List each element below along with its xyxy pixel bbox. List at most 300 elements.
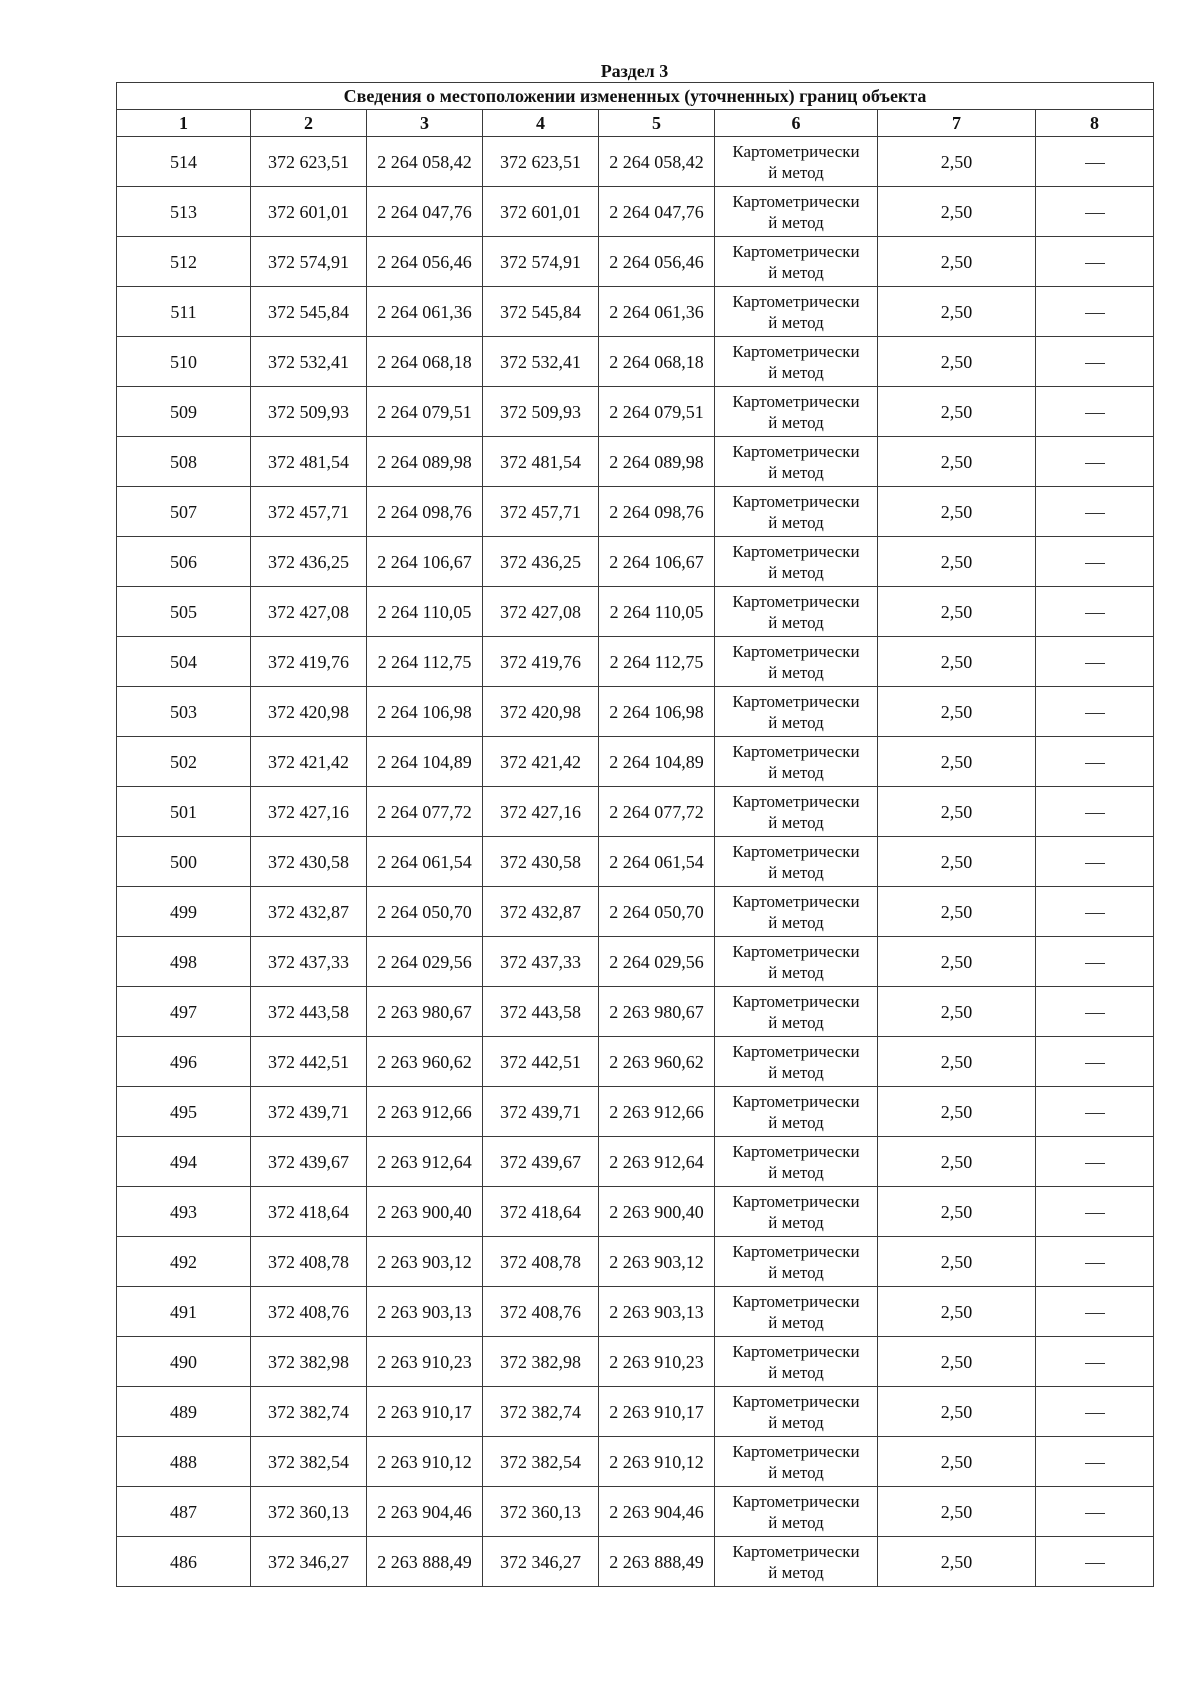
y-existing-cell: 2 264 050,70 [367,887,483,937]
y-new-cell: 2 264 104,89 [599,737,715,787]
column-number-2: 2 [251,110,367,137]
method-line-2: й метод [768,662,824,682]
y-new-cell: 2 264 106,98 [599,687,715,737]
method-line-1: Картометрически [732,491,860,511]
method-cell [715,1387,878,1437]
table-row [117,1087,1154,1137]
precision-cell: 2,50 [878,987,1036,1037]
y-new-cell: 2 264 098,76 [599,487,715,537]
method-cell [715,987,878,1037]
description-cell [1036,1137,1154,1187]
x-new-cell: 372 532,41 [483,337,599,387]
dash-mark [1085,1513,1105,1514]
x-existing-cell: 372 382,98 [251,1337,367,1387]
x-new-cell: 372 360,13 [483,1487,599,1537]
method-line-1: Картометрически [732,1541,860,1561]
method-cell [715,687,878,737]
table-row [117,237,1154,287]
x-new-cell: 372 436,25 [483,537,599,587]
description-cell [1036,1487,1154,1537]
y-existing-cell: 2 264 104,89 [367,737,483,787]
y-existing-cell: 2 264 112,75 [367,637,483,687]
dash-mark [1085,1213,1105,1214]
description-cell [1036,1387,1154,1437]
dash-mark [1085,1113,1105,1114]
table-body [117,137,1154,1587]
y-existing-cell: 2 263 903,13 [367,1287,483,1337]
table-row [117,337,1154,387]
description-cell [1036,387,1154,437]
method-cell [715,437,878,487]
method-line-2: й метод [768,1312,824,1332]
x-existing-cell: 372 574,91 [251,237,367,287]
method-line-2: й метод [768,562,824,582]
method-line-1: Картометрически [732,191,860,211]
y-new-cell: 2 263 910,17 [599,1387,715,1437]
dash-mark [1085,513,1105,514]
method-line-1: Картометрически [732,241,860,261]
method-line-1: Картометрически [732,1091,860,1111]
table-row [117,637,1154,687]
precision-cell: 2,50 [878,537,1036,587]
method-line-2: й метод [768,1112,824,1132]
description-cell [1036,1087,1154,1137]
method-cell [715,1487,878,1537]
table-row [117,1487,1154,1537]
x-new-cell: 372 420,98 [483,687,599,737]
x-new-cell: 372 545,84 [483,287,599,337]
table-caption: Сведения о местоположении измененных (уточненных) границ объекта [117,83,1154,110]
y-existing-cell: 2 264 061,36 [367,287,483,337]
dash-mark [1085,1163,1105,1164]
x-new-cell: 372 439,67 [483,1137,599,1187]
x-new-cell: 372 427,08 [483,587,599,637]
y-existing-cell: 2 263 903,12 [367,1237,483,1287]
table-row [117,1287,1154,1337]
method-cell [715,487,878,537]
precision-cell: 2,50 [878,1187,1036,1237]
description-cell [1036,887,1154,937]
table-row [117,1237,1154,1287]
point-number-cell: 496 [117,1037,251,1087]
x-new-cell: 372 457,71 [483,487,599,537]
precision-cell: 2,50 [878,687,1036,737]
description-cell [1036,1537,1154,1587]
y-existing-cell: 2 263 904,46 [367,1487,483,1537]
y-existing-cell: 2 263 960,62 [367,1037,483,1087]
column-number-row [117,110,1154,137]
point-number-cell: 488 [117,1437,251,1487]
description-cell [1036,537,1154,587]
y-existing-cell: 2 263 910,12 [367,1437,483,1487]
x-existing-cell: 372 420,98 [251,687,367,737]
method-line-1: Картометрически [732,291,860,311]
y-new-cell: 2 264 077,72 [599,787,715,837]
x-existing-cell: 372 436,25 [251,537,367,587]
y-existing-cell: 2 264 047,76 [367,187,483,237]
precision-cell: 2,50 [878,1287,1036,1337]
precision-cell: 2,50 [878,237,1036,287]
precision-cell: 2,50 [878,1437,1036,1487]
x-existing-cell: 372 532,41 [251,337,367,387]
method-cell [715,287,878,337]
x-new-cell: 372 382,74 [483,1387,599,1437]
method-line-2: й метод [768,1162,824,1182]
method-cell [715,1037,878,1087]
method-line-1: Картометрически [732,1291,860,1311]
point-number-cell: 490 [117,1337,251,1387]
method-line-1: Картометрически [732,741,860,761]
method-line-1: Картометрически [732,1391,860,1411]
description-cell [1036,187,1154,237]
y-new-cell: 2 264 089,98 [599,437,715,487]
x-existing-cell: 372 601,01 [251,187,367,237]
dash-mark [1085,1413,1105,1414]
x-new-cell: 372 443,58 [483,987,599,1037]
point-number-cell: 487 [117,1487,251,1537]
method-line-1: Картометрически [732,641,860,661]
method-cell [715,237,878,287]
point-number-cell: 497 [117,987,251,1037]
y-new-cell: 2 263 900,40 [599,1187,715,1237]
description-cell [1036,837,1154,887]
y-existing-cell: 2 263 912,66 [367,1087,483,1137]
method-line-2: й метод [768,512,824,532]
method-line-2: й метод [768,1362,824,1382]
description-cell [1036,487,1154,537]
y-new-cell: 2 263 910,12 [599,1437,715,1487]
point-number-cell: 514 [117,137,251,187]
boundary-table [116,82,1154,1587]
precision-cell: 2,50 [878,137,1036,187]
description-cell [1036,737,1154,787]
method-line-1: Картометрически [732,991,860,1011]
table-row [117,137,1154,187]
precision-cell: 2,50 [878,887,1036,937]
dash-mark [1085,713,1105,714]
dash-mark [1085,1013,1105,1014]
x-existing-cell: 372 509,93 [251,387,367,437]
point-number-cell: 506 [117,537,251,587]
method-line-1: Картометрически [732,1191,860,1211]
description-cell [1036,337,1154,387]
y-existing-cell: 2 264 077,72 [367,787,483,837]
x-existing-cell: 372 421,42 [251,737,367,787]
x-existing-cell: 372 418,64 [251,1187,367,1237]
method-line-1: Картометрически [732,541,860,561]
method-line-1: Картометрически [732,691,860,711]
x-new-cell: 372 481,54 [483,437,599,487]
method-cell [715,587,878,637]
y-new-cell: 2 264 056,46 [599,237,715,287]
x-new-cell: 372 437,33 [483,937,599,987]
table-row [117,837,1154,887]
method-line-2: й метод [768,212,824,232]
precision-cell: 2,50 [878,1387,1036,1437]
y-existing-cell: 2 263 900,40 [367,1187,483,1237]
y-existing-cell: 2 264 068,18 [367,337,483,387]
table-row [117,587,1154,637]
y-existing-cell: 2 263 910,23 [367,1337,483,1387]
dash-mark [1085,1563,1105,1564]
method-cell [715,787,878,837]
x-new-cell: 372 418,64 [483,1187,599,1237]
table-row [117,1337,1154,1387]
description-cell [1036,1187,1154,1237]
description-cell [1036,987,1154,1037]
description-cell [1036,937,1154,987]
method-line-1: Картометрически [732,441,860,461]
y-new-cell: 2 264 112,75 [599,637,715,687]
point-number-cell: 511 [117,287,251,337]
y-existing-cell: 2 263 912,64 [367,1137,483,1187]
method-line-2: й метод [768,1012,824,1032]
description-cell [1036,437,1154,487]
description-cell [1036,1287,1154,1337]
y-new-cell: 2 264 061,36 [599,287,715,337]
table-row [117,1137,1154,1187]
y-existing-cell: 2 263 910,17 [367,1387,483,1437]
point-number-cell: 495 [117,1087,251,1137]
description-cell [1036,787,1154,837]
x-existing-cell: 372 481,54 [251,437,367,487]
method-line-2: й метод [768,412,824,432]
precision-cell: 2,50 [878,387,1036,437]
method-line-1: Картометрически [732,941,860,961]
x-existing-cell: 372 408,78 [251,1237,367,1287]
y-existing-cell: 2 263 980,67 [367,987,483,1037]
method-cell [715,1437,878,1487]
x-new-cell: 372 419,76 [483,637,599,687]
y-new-cell: 2 264 029,56 [599,937,715,987]
method-line-2: й метод [768,612,824,632]
point-number-cell: 508 [117,437,251,487]
y-existing-cell: 2 264 110,05 [367,587,483,637]
point-number-cell: 500 [117,837,251,887]
precision-cell: 2,50 [878,487,1036,537]
description-cell [1036,1037,1154,1087]
dash-mark [1085,1463,1105,1464]
table-row [117,1437,1154,1487]
method-line-2: й метод [768,762,824,782]
precision-cell: 2,50 [878,837,1036,887]
table-row [117,987,1154,1037]
point-number-cell: 498 [117,937,251,987]
dash-mark [1085,913,1105,914]
precision-cell: 2,50 [878,1237,1036,1287]
dash-mark [1085,613,1105,614]
method-line-1: Картометрически [732,341,860,361]
y-existing-cell: 2 264 029,56 [367,937,483,987]
y-existing-cell: 2 264 106,67 [367,537,483,587]
point-number-cell: 503 [117,687,251,737]
precision-cell: 2,50 [878,1337,1036,1387]
method-line-1: Картометрически [732,1441,860,1461]
method-line-1: Картометрически [732,1241,860,1261]
method-line-2: й метод [768,862,824,882]
y-existing-cell: 2 264 079,51 [367,387,483,437]
point-number-cell: 505 [117,587,251,637]
description-cell [1036,1437,1154,1487]
point-number-cell: 501 [117,787,251,837]
table-row [117,687,1154,737]
column-number-4: 4 [483,110,599,137]
precision-cell: 2,50 [878,587,1036,637]
document-page [116,60,1153,1587]
y-new-cell: 2 263 903,12 [599,1237,715,1287]
x-new-cell: 372 408,78 [483,1237,599,1287]
table-row [117,537,1154,587]
method-line-2: й метод [768,312,824,332]
y-new-cell: 2 263 888,49 [599,1537,715,1587]
y-existing-cell: 2 264 106,98 [367,687,483,737]
x-new-cell: 372 382,98 [483,1337,599,1387]
x-existing-cell: 372 623,51 [251,137,367,187]
column-number-1: 1 [117,110,251,137]
table-row [117,1187,1154,1237]
y-existing-cell: 2 264 056,46 [367,237,483,287]
y-existing-cell: 2 263 888,49 [367,1537,483,1587]
method-line-2: й метод [768,1412,824,1432]
point-number-cell: 509 [117,387,251,437]
point-number-cell: 494 [117,1137,251,1187]
y-existing-cell: 2 264 098,76 [367,487,483,537]
method-line-1: Картометрически [732,791,860,811]
method-cell [715,1337,878,1387]
point-number-cell: 493 [117,1187,251,1237]
method-cell [715,637,878,687]
method-line-2: й метод [768,1562,824,1582]
method-line-2: й метод [768,462,824,482]
section-title: Раздел 3 [600,61,669,81]
x-existing-cell: 372 346,27 [251,1537,367,1587]
method-line-2: й метод [768,1062,824,1082]
method-line-2: й метод [768,1462,824,1482]
method-line-1: Картометрически [732,1491,860,1511]
method-line-1: Картометрически [732,591,860,611]
method-line-2: й метод [768,1262,824,1282]
method-line-2: й метод [768,1512,824,1532]
point-number-cell: 491 [117,1287,251,1337]
table-row [117,1537,1154,1587]
method-line-2: й метод [768,262,824,282]
x-new-cell: 372 574,91 [483,237,599,287]
table-row [117,937,1154,987]
y-new-cell: 2 263 903,13 [599,1287,715,1337]
description-cell [1036,1337,1154,1387]
x-existing-cell: 372 439,67 [251,1137,367,1187]
x-existing-cell: 372 382,54 [251,1437,367,1487]
method-line-1: Картометрически [732,1041,860,1061]
y-new-cell: 2 264 079,51 [599,387,715,437]
column-number-7: 7 [878,110,1036,137]
x-existing-cell: 372 408,76 [251,1287,367,1337]
column-number-6: 6 [715,110,878,137]
y-new-cell: 2 263 910,23 [599,1337,715,1387]
dash-mark [1085,963,1105,964]
x-existing-cell: 372 439,71 [251,1087,367,1137]
method-cell [715,187,878,237]
x-new-cell: 372 430,58 [483,837,599,887]
description-cell [1036,637,1154,687]
precision-cell: 2,50 [878,337,1036,387]
dash-mark [1085,1063,1105,1064]
dash-mark [1085,213,1105,214]
x-existing-cell: 372 419,76 [251,637,367,687]
method-line-1: Картометрически [732,841,860,861]
point-number-cell: 512 [117,237,251,287]
method-line-2: й метод [768,362,824,382]
point-number-cell: 489 [117,1387,251,1437]
precision-cell: 2,50 [878,437,1036,487]
point-number-cell: 504 [117,637,251,687]
method-line-2: й метод [768,962,824,982]
dash-mark [1085,663,1105,664]
table-row [117,287,1154,337]
x-new-cell: 372 623,51 [483,137,599,187]
method-cell [715,837,878,887]
y-new-cell: 2 263 960,62 [599,1037,715,1087]
dash-mark [1085,413,1105,414]
method-cell [715,1537,878,1587]
x-existing-cell: 372 427,08 [251,587,367,637]
dash-mark [1085,363,1105,364]
x-existing-cell: 372 545,84 [251,287,367,337]
x-new-cell: 372 439,71 [483,1087,599,1137]
method-cell [715,937,878,987]
method-cell [715,1137,878,1187]
x-existing-cell: 372 437,33 [251,937,367,987]
x-new-cell: 372 382,54 [483,1437,599,1487]
precision-cell: 2,50 [878,787,1036,837]
method-line-2: й метод [768,162,824,182]
point-number-cell: 513 [117,187,251,237]
x-new-cell: 372 421,42 [483,737,599,787]
method-cell [715,537,878,587]
table-row [117,437,1154,487]
method-line-1: Картометрически [732,891,860,911]
precision-cell: 2,50 [878,1087,1036,1137]
method-cell [715,1287,878,1337]
table-row [117,487,1154,537]
description-cell [1036,137,1154,187]
dash-mark [1085,163,1105,164]
table-row [117,1037,1154,1087]
table-row [117,1387,1154,1437]
x-existing-cell: 372 427,16 [251,787,367,837]
dash-mark [1085,763,1105,764]
x-new-cell: 372 346,27 [483,1537,599,1587]
x-new-cell: 372 509,93 [483,387,599,437]
x-new-cell: 372 408,76 [483,1287,599,1337]
description-cell [1036,687,1154,737]
method-line-1: Картометрически [732,1341,860,1361]
precision-cell: 2,50 [878,737,1036,787]
y-existing-cell: 2 264 058,42 [367,137,483,187]
table-row [117,387,1154,437]
method-line-2: й метод [768,712,824,732]
y-existing-cell: 2 264 061,54 [367,837,483,887]
table-row [117,187,1154,237]
x-existing-cell: 372 443,58 [251,987,367,1037]
dash-mark [1085,563,1105,564]
method-line-1: Картометрически [732,391,860,411]
dash-mark [1085,1263,1105,1264]
dash-mark [1085,1313,1105,1314]
y-new-cell: 2 263 912,64 [599,1137,715,1187]
precision-cell: 2,50 [878,1487,1036,1537]
column-number-8: 8 [1036,110,1154,137]
